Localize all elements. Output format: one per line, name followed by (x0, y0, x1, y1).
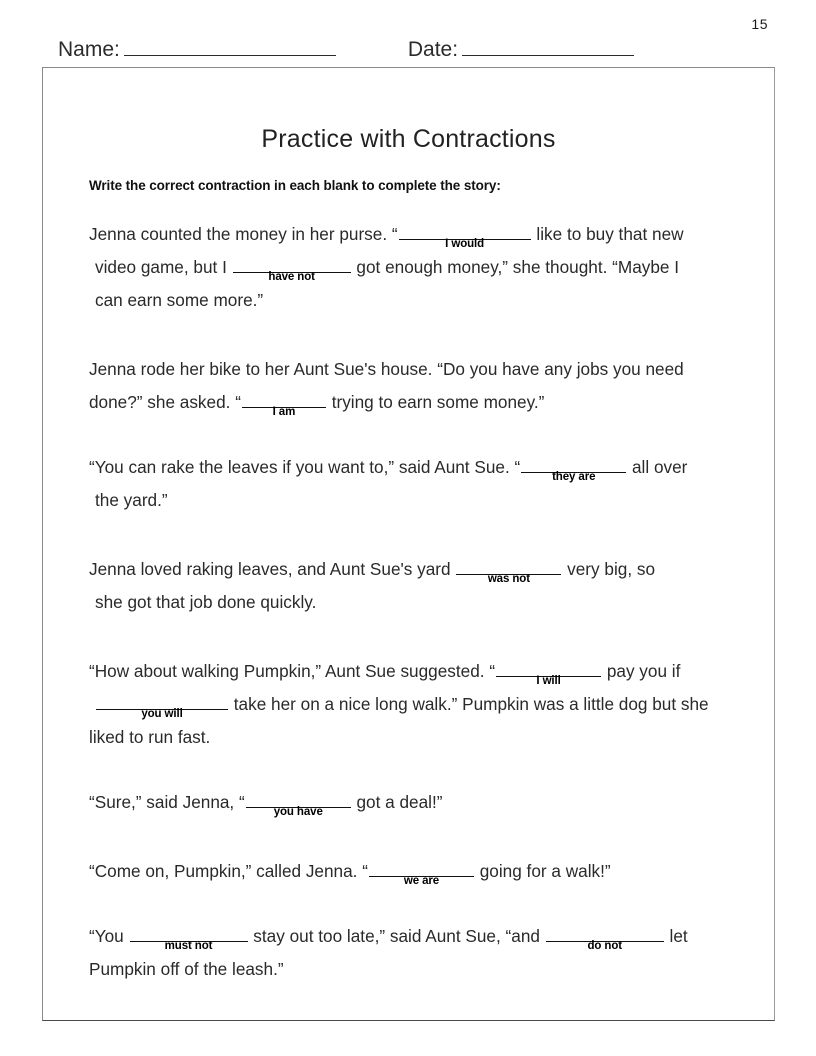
story-line (89, 451, 749, 484)
story-text: let (664, 926, 688, 946)
answer-blank[interactable] (521, 456, 626, 483)
story-line (89, 218, 749, 251)
answer-blank[interactable] (456, 558, 561, 585)
story-text: liked to run fast. (89, 727, 211, 747)
name-label: Name: (58, 38, 120, 61)
story-text: Jenna rode her bike to her Aunt Sue's house. “Do you have any jobs you need (89, 359, 684, 379)
story-text: “Come on, Pumpkin,” called Jenna. “ (89, 861, 368, 881)
story-paragraph (89, 218, 749, 317)
name-field (58, 38, 336, 62)
story-paragraph (89, 655, 749, 754)
story-text: “Sure,” said Jenna, “ (89, 792, 245, 812)
answer-blank[interactable] (399, 223, 531, 250)
answer-hint: I will (536, 675, 561, 687)
story-text: trying to earn some money.” (326, 392, 545, 412)
story-text: Pumpkin off of the leash.” (89, 959, 284, 979)
story-text: video game, but I (95, 257, 232, 277)
answer-blank[interactable] (96, 693, 228, 720)
story-paragraph (89, 353, 749, 419)
story-text: pay you if (602, 661, 681, 681)
story-text: very big, so (562, 559, 656, 579)
story-text: the yard.” (95, 490, 168, 510)
story-text: done?” she asked. “ (89, 392, 241, 412)
answer-blank[interactable] (130, 925, 248, 952)
story-line (89, 920, 749, 953)
story-line (89, 786, 749, 819)
story-paragraph (89, 553, 749, 619)
answer-blank[interactable] (496, 660, 601, 687)
story-text: got enough money,” she thought. “Maybe I (351, 257, 680, 277)
story-text: all over (627, 457, 688, 477)
answer-hint: they are (552, 471, 596, 483)
answer-hint: must not (164, 940, 213, 952)
story-text: like to buy that new (531, 224, 684, 244)
answer-hint: you have (273, 806, 323, 818)
answer-blank[interactable] (369, 860, 474, 887)
story-text: can earn some more.” (95, 290, 264, 310)
answer-hint: I would (445, 238, 485, 250)
story-paragraph (89, 786, 749, 819)
story-line (89, 586, 749, 619)
answer-hint: we are (403, 875, 440, 887)
story-line (89, 953, 749, 986)
answer-hint: was not (487, 573, 530, 585)
answer-blank[interactable] (242, 391, 326, 418)
story-line (89, 386, 749, 419)
answer-hint: you will (141, 708, 183, 720)
answer-blank[interactable] (233, 256, 351, 283)
story-body (89, 218, 749, 986)
story-line (89, 855, 749, 888)
story-text: “You can rake the leaves if you want to,” said Aunt Sue. “ (89, 457, 521, 477)
story-line (89, 284, 749, 317)
answer-hint: have not (268, 271, 315, 283)
page-title: Practice with Contractions (261, 124, 556, 153)
name-write-in-line[interactable] (124, 38, 336, 56)
story-line (89, 655, 749, 688)
instruction-text: Write the correct contraction in each blank to complete the story: (89, 178, 501, 193)
story-text: going for a walk!” (474, 861, 611, 881)
answer-hint: I am (272, 406, 296, 418)
story-paragraph (89, 920, 749, 986)
answer-blank[interactable] (246, 791, 351, 818)
story-paragraph (89, 451, 749, 517)
story-text: stay out too late,” said Aunt Sue, “and (248, 926, 545, 946)
worksheet-content-box (42, 67, 775, 1021)
story-paragraph (89, 855, 749, 888)
story-line (89, 721, 749, 754)
story-text: “How about walking Pumpkin,” Aunt Sue suggested. “ (89, 661, 496, 681)
story-text: she got that job done quickly. (95, 592, 317, 612)
date-write-in-line[interactable] (462, 38, 634, 56)
story-line (89, 353, 749, 386)
story-text: Jenna loved raking leaves, and Aunt Sue's yard (89, 559, 456, 579)
date-label: Date: (407, 38, 459, 61)
story-line (89, 484, 749, 517)
story-text: Jenna counted the money in her purse. “ (89, 224, 398, 244)
story-line (89, 688, 749, 721)
worksheet-header (58, 38, 758, 68)
answer-blank[interactable] (546, 925, 664, 952)
story-text: take her on a nice long walk.” Pumpkin was a little dog but she (229, 694, 709, 714)
story-line (89, 251, 749, 284)
date-field (408, 38, 634, 62)
story-text: “You (89, 926, 129, 946)
story-text: got a deal!” (351, 792, 443, 812)
story-line (89, 553, 749, 586)
page-number: 15 (751, 16, 768, 32)
answer-hint: do not (587, 940, 622, 952)
